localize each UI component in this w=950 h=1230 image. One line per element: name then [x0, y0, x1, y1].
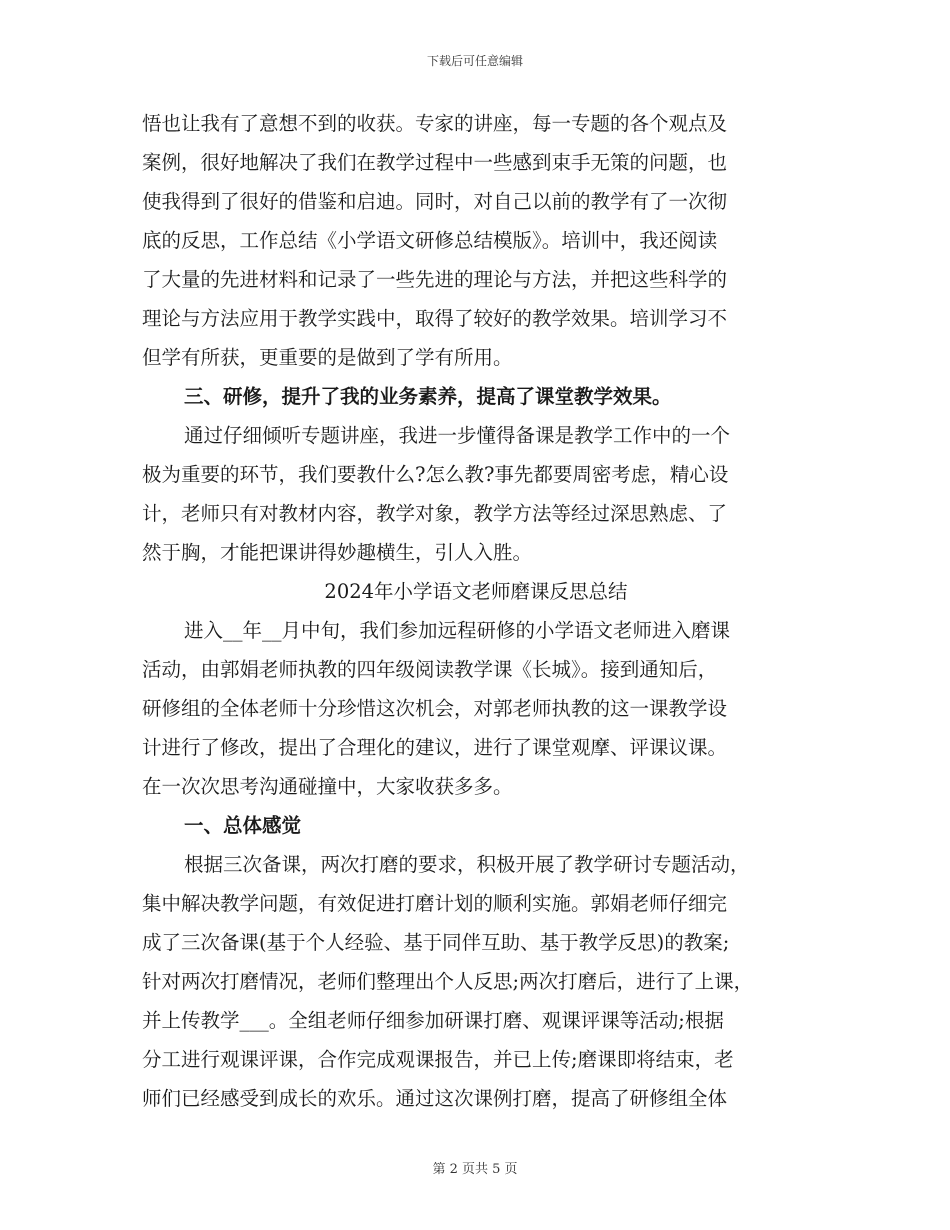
text-line: 但学有所获，更重要的是做到了学有所用。	[142, 346, 513, 369]
text-line: 根据三次备课，两次打磨的要求，积极开展了教学研讨专题活动，	[184, 853, 750, 876]
text-line: 在一次次思考沟通碰撞中，大家收获多多。	[142, 775, 513, 798]
text-line: 分工进行观课评课，合作完成观课报告，并已上传;磨课即将结束，老	[142, 1048, 734, 1071]
text-line: 计，老师只有对教材内容，教学对象，教学方法等经过深思熟虑、了	[142, 502, 728, 525]
text-line: 进入__年__月中旬，我们参加远程研修的小学语文老师进入磨课	[184, 619, 731, 642]
section-heading: 一、总体感觉	[184, 814, 302, 837]
text-line: 针对两次打磨情况，老师们整理出个人反思;两次打磨后，进行了上课，	[142, 970, 754, 993]
text-line: 成了三次备课(基于个人经验、基于同伴互助、基于教学反思)的教案;	[142, 931, 730, 954]
text-line: 理论与方法应用于教学实践中，取得了较好的教学效果。培训学习不	[142, 307, 728, 330]
text-line: 底的反思，工作总结《小学语文研修总结模版》。培训中，我还阅读	[142, 229, 718, 252]
text-line: 通过仔细倾听专题讲座，我进一步懂得备课是教学工作中的一个	[184, 424, 731, 447]
text-line: 计进行了修改，提出了合理化的建议，进行了课堂观摩、评课议课。	[142, 736, 728, 759]
text-line: 研修组的全体老师十分珍惜这次机会，对郭老师执教的这一课教学设	[142, 697, 728, 720]
text-line: 师们已经感受到成长的欢乐。通过这次课例打磨，提高了研修组全体	[142, 1087, 728, 1110]
text-line: 集中解决教学问题，有效促进打磨计划的顺利实施。郭娟老师仔细完	[142, 892, 728, 915]
text-line: 极为重要的环节，我们要教什么?怎么教?事先都要周密考虑，精心设	[142, 463, 729, 486]
page-header: 下载后可任意编辑	[426, 54, 523, 68]
page-footer: 第 2 页共 5 页	[432, 1162, 518, 1177]
text-line: 然于胸，才能把课讲得妙趣横生，引人入胜。	[142, 541, 533, 564]
text-line: 了大量的先进材料和记录了一些先进的理论与方法，并把这些科学的	[142, 268, 728, 291]
section-title: 2024年小学语文老师磨课反思总结	[324, 580, 628, 603]
text-line: 案例，很好地解决了我们在教学过程中一些感到束手无策的问题，也	[142, 151, 728, 174]
text-line: 悟也让我有了意想不到的收获。专家的讲座，每一专题的各个观点及	[142, 112, 728, 135]
text-line: 活动，由郭娟老师执教的四年级阅读教学课《长城》。接到通知后，	[142, 658, 718, 681]
text-line: 使我得到了很好的借鉴和启迪。同时，对自己以前的教学有了一次彻	[142, 190, 728, 213]
section-heading: 三、研修，提升了我的业务素养，提高了课堂教学效果。	[184, 385, 672, 408]
text-line: 并上传教学___。全组老师仔细参加研课打磨、观课评课等活动;根据	[142, 1009, 724, 1032]
document-body	[142, 104, 810, 1118]
